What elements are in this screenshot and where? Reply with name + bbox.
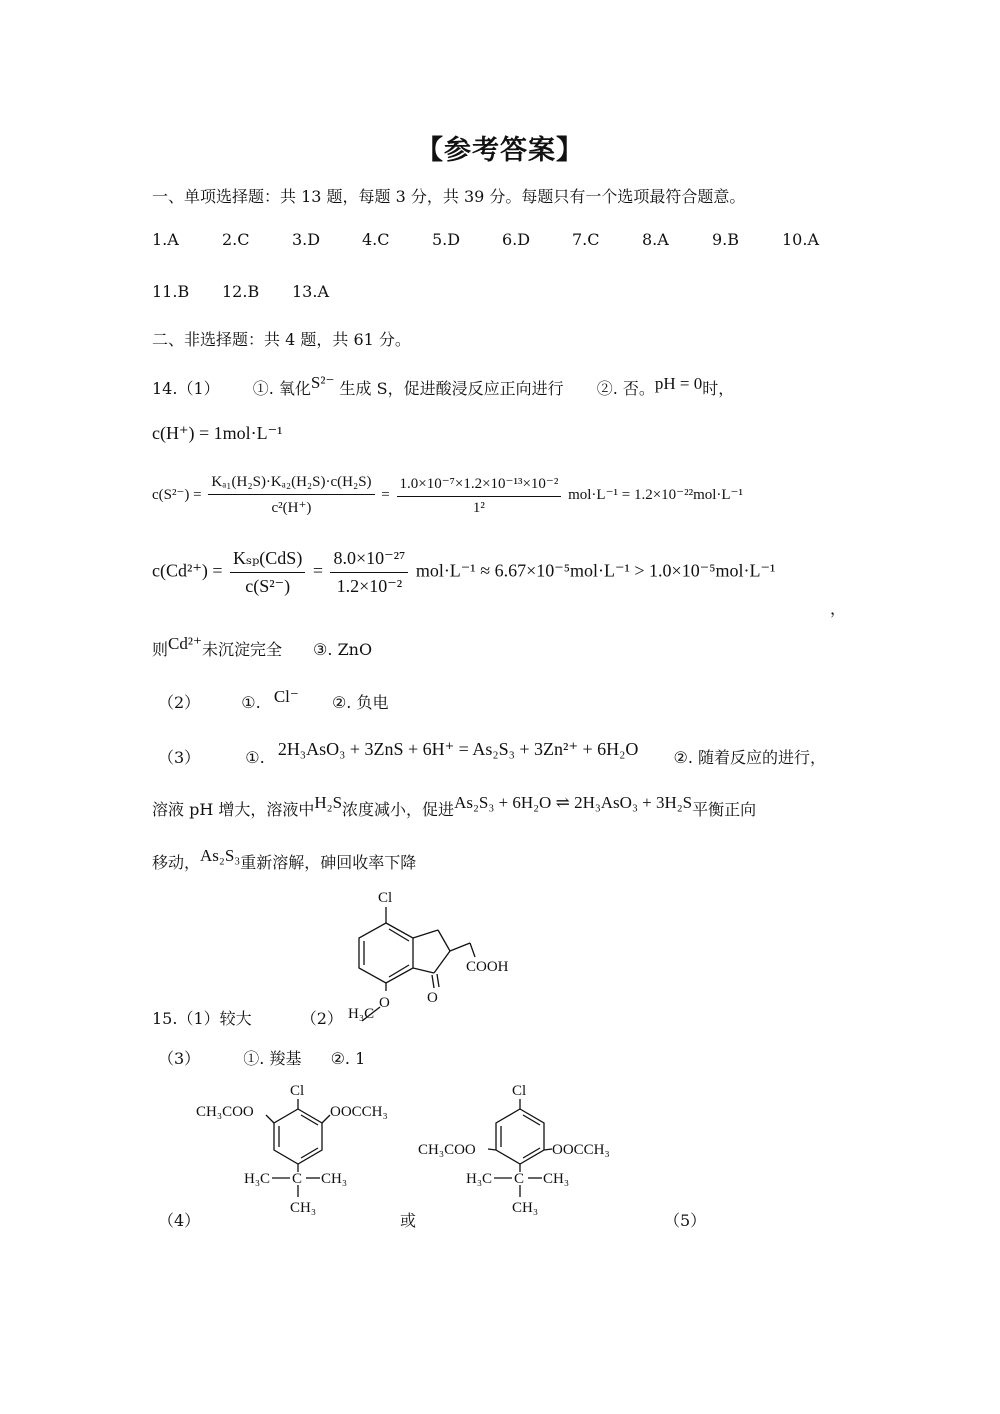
q14-part3-a: ①. bbox=[245, 748, 265, 767]
answer-item: 2.C bbox=[222, 230, 250, 249]
eq2-rhs: mol·L⁻¹ = 1.2×10⁻²²mol·L⁻¹ bbox=[568, 486, 743, 503]
q14-part1-label: 14.（1） bbox=[152, 379, 220, 398]
answers-row-1 bbox=[152, 230, 852, 249]
line5-text-b: 未沉淀完全 bbox=[201, 640, 282, 659]
q14-part2-a: ①. bbox=[241, 693, 261, 712]
q14-part2-b: ②. 负电 bbox=[331, 693, 389, 712]
line5-text-a: 则 bbox=[152, 640, 169, 659]
line8-text-a: 溶液 pH 增大，溶液中 bbox=[152, 800, 315, 819]
q14-part3-line bbox=[158, 739, 826, 768]
answer-item: 8.A bbox=[642, 230, 669, 249]
line8-text-c: 平衡正向 bbox=[692, 800, 757, 819]
q14-part3-line9 bbox=[152, 846, 417, 873]
q15-part4-label: （4） bbox=[158, 1211, 201, 1230]
answer-item: 9.B bbox=[712, 230, 740, 249]
answer-item: 7.C bbox=[572, 230, 600, 249]
answer-item: 6.D bbox=[502, 230, 531, 249]
cl-minus-ion: Cl⁻ bbox=[273, 687, 299, 706]
eq2-fraction-1 bbox=[208, 474, 374, 517]
page-title: 【参考答案】 bbox=[416, 135, 584, 166]
struct2-cl-label: Cl bbox=[290, 1083, 305, 1099]
q14-part3-line8 bbox=[152, 793, 757, 820]
q15-part3-line bbox=[158, 1046, 365, 1069]
s2-minus-ion: S²⁻ bbox=[310, 373, 335, 392]
h-plus-concentration: c(H⁺) = 1mol·L⁻¹ bbox=[152, 423, 283, 443]
q15-part1-2-line bbox=[152, 1006, 374, 1029]
answer-item: 12.B bbox=[222, 282, 260, 301]
q14-part2-label: （2） bbox=[158, 693, 201, 712]
h2s-formula: H₂S bbox=[314, 793, 343, 812]
line5-text-c: ③. ZnO bbox=[313, 640, 373, 659]
eq2-denominator: c²(H⁺) bbox=[271, 500, 312, 516]
q15-part3-a: ①. 羧基 bbox=[243, 1049, 302, 1068]
struct3-cl-label: Cl bbox=[512, 1083, 527, 1099]
line8-text-b: 浓度减小，促进 bbox=[342, 800, 455, 819]
answer-item: 13.A bbox=[292, 282, 329, 301]
struct1-methoxy-o: O bbox=[379, 995, 390, 1011]
diacetoxy-structure-a bbox=[190, 1075, 410, 1225]
struct2-h3c: H₃C bbox=[244, 1171, 271, 1187]
struct1-cl-label: Cl bbox=[378, 890, 393, 906]
q15-part3-b: ②. 1 bbox=[330, 1049, 366, 1068]
struct1-cooh-label: COOH bbox=[466, 959, 509, 975]
ph-value: pH = 0 bbox=[654, 374, 703, 393]
q15-part1: 15.（1）较大 bbox=[152, 1009, 252, 1028]
q14-part3-label: （3） bbox=[158, 748, 201, 767]
struct3-quaternary-c: C bbox=[514, 1171, 525, 1187]
answer-item: 3.D bbox=[292, 230, 321, 249]
q15-part5-label: （5） bbox=[664, 1211, 707, 1230]
answer-item: 1.A bbox=[152, 230, 179, 249]
struct2-quaternary-c: C bbox=[292, 1171, 303, 1187]
eq3-denominator-2: 1.2×10⁻² bbox=[336, 576, 403, 596]
diacetoxy-structure-b bbox=[412, 1075, 632, 1225]
q14-part3-b: ②. 随着反应的进行， bbox=[673, 748, 826, 767]
eq2-equals: = bbox=[381, 486, 390, 503]
eq3-equals: = bbox=[312, 560, 323, 581]
equilibrium-equation: As₂S₃ + 6H₂O ⇌ 2H₃AsO₃ + 3H₂S bbox=[454, 793, 693, 812]
q15-part2-label: （2） bbox=[300, 1009, 343, 1028]
eq3-numerator: Kₛₚ(CdS) bbox=[230, 548, 305, 573]
eq3-fraction-1 bbox=[230, 548, 305, 597]
q14-part1-text-c: ②. 否。 bbox=[596, 379, 655, 398]
section2-heading: 二、非选择题：共 4 题，共 61 分。 bbox=[152, 330, 411, 349]
q15-part3-label: （3） bbox=[158, 1049, 201, 1068]
as2s3-formula: As₂S₃ bbox=[200, 846, 241, 865]
eq3-lhs: c(Cd²⁺) = bbox=[152, 560, 223, 581]
answers-row-2 bbox=[152, 282, 362, 301]
eq2-lhs: c(S²⁻) = bbox=[152, 486, 202, 503]
q14-part1-text-b: 生成 S，促进酸浸反应正向进行 bbox=[339, 379, 564, 398]
struct3-ch3-right: CH₃ bbox=[543, 1171, 570, 1187]
q14-part1-line bbox=[152, 373, 735, 399]
struct1-h3c-label: H₃C bbox=[348, 1006, 375, 1022]
line9-text-a: 移动， bbox=[152, 853, 201, 872]
struct2-right-group: OOCCH₃ bbox=[330, 1104, 388, 1120]
cd2-plus-ion: Cd²⁺ bbox=[168, 634, 202, 653]
section1-heading: 一、单项选择题：共 13 题，每题 3 分，共 39 分。每题只有一个选项最符合题意。 bbox=[152, 187, 746, 206]
eq2-denominator-2: 1² bbox=[472, 500, 485, 516]
struct3-h3c: H₃C bbox=[466, 1171, 493, 1187]
struct1-ketone-o: O bbox=[427, 990, 438, 1006]
eq3-denominator: c(S²⁻) bbox=[245, 576, 291, 596]
answer-item: 5.D bbox=[432, 230, 461, 249]
eq3-fraction-2 bbox=[330, 548, 408, 597]
eq2-fraction-2 bbox=[397, 474, 562, 517]
or-text: 或 bbox=[400, 1211, 417, 1230]
q14-part1-text-a: ①. 氧化 bbox=[252, 379, 311, 398]
eq2-numerator: Kₐ₁(H₂S)·Kₐ₂(H₂S)·c(H₂S) bbox=[208, 474, 374, 495]
struct2-left-group: CH₃COO bbox=[196, 1104, 254, 1120]
struct3-ch3-bottom: CH₃ bbox=[512, 1200, 539, 1216]
part3-equation: 2H₃AsO₃ + 3ZnS + 6H⁺ = As₂S₃ + 3Zn²⁺ + 6H₂O bbox=[277, 739, 639, 759]
struct3-left-group: CH₃COO bbox=[418, 1142, 476, 1158]
q14-part2-line bbox=[158, 687, 389, 713]
eq3-comma: ， bbox=[830, 599, 847, 618]
line9-text-b: 重新溶解，砷回收率下降 bbox=[240, 853, 417, 872]
q14-part1-line5 bbox=[152, 634, 373, 660]
s2-concentration-equation bbox=[152, 474, 743, 517]
struct2-ch3-bottom: CH₃ bbox=[290, 1200, 317, 1216]
struct2-ch3-right: CH₃ bbox=[321, 1171, 348, 1187]
answer-item: 10.A bbox=[782, 230, 819, 249]
answer-item: 11.B bbox=[152, 282, 190, 301]
cd2-concentration-equation bbox=[152, 548, 775, 597]
struct3-right-group: OOCCH₃ bbox=[552, 1142, 610, 1158]
answer-item: 4.C bbox=[362, 230, 390, 249]
q14-part1-text-d: 时， bbox=[702, 379, 735, 398]
eq3-rhs: mol·L⁻¹ ≈ 6.67×10⁻⁵mol·L⁻¹ > 1.0×10⁻⁵mol·L⁻¹ bbox=[415, 560, 776, 581]
eq3-numerator-2: 8.0×10⁻²⁷ bbox=[330, 548, 408, 573]
eq2-numerator-2: 1.0×10⁻⁷×1.2×10⁻¹³×10⁻² bbox=[397, 474, 562, 497]
